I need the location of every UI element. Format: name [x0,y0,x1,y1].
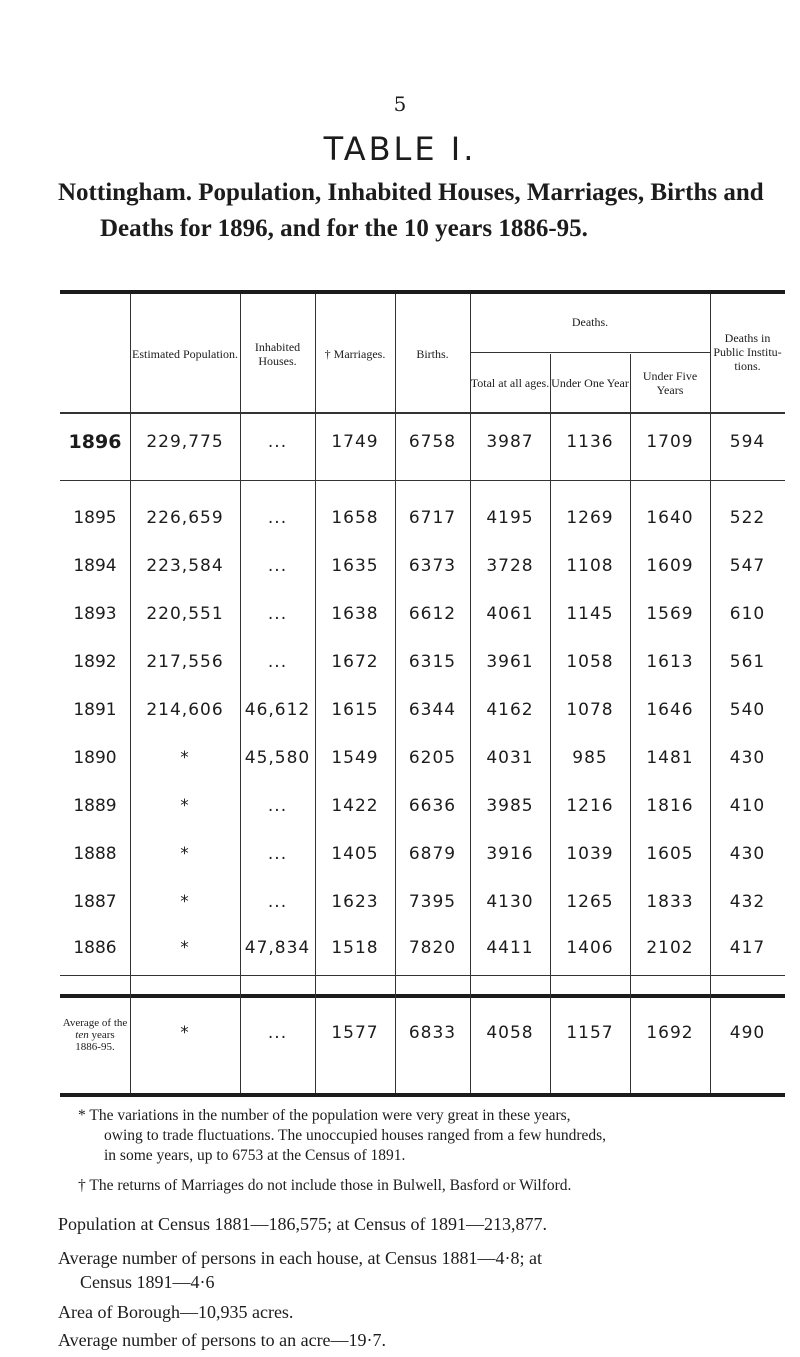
cell-births: 6344 [408,700,457,720]
cell-births: 6315 [408,652,457,672]
cell-public: 430 [729,748,766,768]
cell-under-five: 1709 [646,432,694,452]
cell-public: 594 [729,432,766,452]
avg-total-deaths: 4058 [486,1023,534,1043]
row-year: 1892 [73,652,117,672]
cell-under-five: 1605 [646,844,694,864]
cell-marriages: 1422 [331,796,379,816]
cell-under-five: 1816 [646,796,694,816]
cell-public: 410 [729,796,766,816]
header-inhabited-houses: Inhabited Houses. [254,340,301,368]
cell-houses: ... [267,892,288,912]
cell-under-one: 985 [572,748,608,768]
cell-under-five: 1609 [646,556,694,576]
avg-public: 490 [729,1023,766,1043]
cell-public: 610 [729,604,766,624]
header-marriages: † Marriages. [324,347,386,361]
cell-births: 6612 [408,604,457,624]
cell-houses: 45,580 [244,748,311,768]
cell-births: 6636 [408,796,457,816]
avg-houses: ... [267,1023,288,1043]
cell-marriages: 1623 [331,892,379,912]
average-label-b: ten [75,1029,89,1041]
table-label: TABLE I. [323,130,477,168]
cell-total-deaths: 4195 [486,508,534,528]
header-births: Births. [416,347,449,361]
cell-total-deaths: 4411 [486,938,534,958]
cell-total-deaths: 4162 [486,700,534,720]
page-number: 5 [393,92,407,116]
persons-per-house-line-2: Census 1891—4·6 [80,1272,215,1292]
header-deaths: Deaths. [571,315,609,329]
cell-births: 6758 [408,432,457,452]
cell-public: 547 [729,556,766,576]
cell-total-deaths: 4061 [486,604,534,624]
row-year: 1889 [73,796,117,816]
cell-public: 540 [729,700,766,720]
row-year: 1893 [73,604,117,624]
cell-births: 6879 [408,844,457,864]
cell-marriages: 1658 [331,508,379,528]
cell-births: 6373 [408,556,457,576]
cell-marriages: 1518 [331,938,379,958]
cell-under-five: 1640 [646,508,694,528]
cell-total-deaths: 3985 [486,796,534,816]
header-total-deaths: Total at all ages. [470,376,550,390]
cell-marriages: 1615 [331,700,379,720]
average-label [60,1005,130,1065]
cell-population: 229,775 [146,432,224,452]
cell-public: 430 [729,844,766,864]
cell-total-deaths: 4130 [486,892,534,912]
cell-population: 220,551 [146,604,224,624]
average-row [60,975,785,1095]
cell-population: 217,556 [146,652,224,672]
cell-under-five: 2102 [646,938,694,958]
row-year: 1895 [73,508,117,528]
cell-houses: ... [267,556,288,576]
census-population: Population at Census 1881—186,575; at Census of 1891—213,877. [58,1214,547,1234]
cell-houses: ... [267,652,288,672]
cell-houses: ... [267,796,288,816]
avg-under-five: 1692 [646,1023,694,1043]
average-label-a: Average of the [62,1017,128,1029]
borough-area: Area of Borough—10,935 acres. [58,1302,294,1322]
cell-marriages: 1638 [331,604,379,624]
cell-births: 6205 [408,748,457,768]
cell-marriages: 1672 [331,652,379,672]
cell-under-one: 1265 [566,892,614,912]
row-year: 1887 [73,892,117,912]
cell-population: 223,584 [146,556,224,576]
persons-per-house-line-1: Average number of persons in each house, at Census 1881—4·8; at [58,1248,543,1268]
persons-per-house [58,1246,788,1294]
cell-houses: 46,612 [244,700,311,720]
table-title [58,175,778,247]
cell-under-one: 1406 [566,938,614,958]
cell-total-deaths: 3961 [486,652,534,672]
cell-under-one: 1039 [566,844,614,864]
statistics-table [60,290,785,998]
cell-population: 214,606 [146,700,224,720]
cell-total-deaths: 3728 [486,556,534,576]
header-under-one-year: Under One Year [551,376,629,390]
cell-under-five: 1646 [646,700,694,720]
cell-under-five: 1833 [646,892,694,912]
title-line-1: Nottingham. Population, Inhabited Houses, Marriages, Births and [58,179,764,206]
cell-births: 7395 [408,892,457,912]
header-population: Estimated Population. [132,347,238,361]
cell-births: 7820 [408,938,457,958]
cell-under-five: 1481 [646,748,694,768]
cell-under-one: 1058 [566,652,614,672]
cell-under-one: 1216 [566,796,614,816]
cell-total-deaths: 3987 [486,432,534,452]
footnote-marriages: † The returns of Marriages do not include those in Bulwell, Basford or Wilford. [78,1177,572,1194]
row-year: 1890 [73,748,117,768]
footnote-population-variation [78,1106,788,1166]
cell-population: 226,659 [146,508,224,528]
cell-population: * [180,844,190,864]
cell-public: 561 [729,652,766,672]
footnote-star-line-1: * The variations in the number of the population were very great in these years, [78,1107,571,1124]
cell-under-five: 1569 [646,604,694,624]
cell-population: * [180,748,190,768]
cell-total-deaths: 3916 [486,844,534,864]
cell-marriages: 1749 [331,432,379,452]
header-public-institutions: Deaths in Public Institu- tions. [713,331,782,373]
cell-houses: ... [267,508,288,528]
cell-births: 6717 [408,508,457,528]
cell-under-one: 1108 [566,556,614,576]
cell-population: * [180,796,190,816]
persons-per-acre: Average number of persons to an acre—19·7. [58,1330,387,1350]
footnote-star-line-3: in some years, up to 6753 at the Census of 1891. [104,1147,406,1164]
cell-houses: 47,834 [244,938,311,958]
cell-houses: ... [267,844,288,864]
row-year: 1894 [73,556,117,576]
avg-births: 6833 [408,1023,457,1043]
cell-under-five: 1613 [646,652,694,672]
row-year: 1891 [73,700,117,720]
cell-marriages: 1635 [331,556,379,576]
cell-houses: ... [267,432,288,452]
cell-under-one: 1136 [566,432,614,452]
avg-population: * [180,1023,190,1043]
cell-marriages: 1405 [331,844,379,864]
title-line-2: Deaths for 1896, and for the 10 years 1886-95. [100,215,588,242]
cell-houses: ... [267,604,288,624]
cell-population: * [180,892,190,912]
average-label-c: years [91,1029,115,1041]
header-under-five-years: Under Five Years [642,369,698,397]
avg-under-one: 1157 [566,1023,614,1043]
row-year: 1886 [73,938,117,958]
row-year: 1888 [73,844,117,864]
cell-public: 417 [729,938,766,958]
footnote-star-line-2: owing to trade fluctuations. The unoccupied houses ranged from a few hundreds, [104,1127,607,1144]
row-year: 1896 [68,431,122,453]
average-label-d: 1886-95. [75,1041,115,1053]
avg-marriages: 1577 [331,1023,379,1043]
cell-under-one: 1269 [566,508,614,528]
cell-public: 522 [729,508,766,528]
cell-under-one: 1078 [566,700,614,720]
cell-population: * [180,938,190,958]
cell-total-deaths: 4031 [486,748,534,768]
cell-marriages: 1549 [331,748,379,768]
cell-public: 432 [729,892,766,912]
cell-under-one: 1145 [566,604,614,624]
